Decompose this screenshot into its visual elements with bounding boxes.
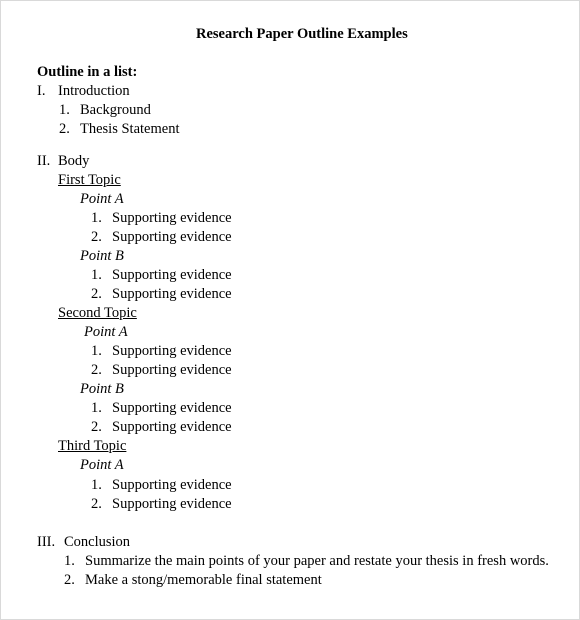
section-numeral-body: II.: [37, 153, 51, 169]
point-heading: Point A: [80, 191, 124, 207]
list-item-number: 1.: [59, 102, 70, 118]
topic-heading: Second Topic: [58, 305, 137, 321]
topic-heading: Third Topic: [58, 438, 127, 454]
list-item: Supporting evidence: [112, 267, 232, 283]
list-item: Supporting evidence: [112, 477, 232, 493]
list-item-number: 1.: [91, 477, 102, 493]
section-numeral-conclusion: III.: [37, 534, 56, 550]
list-item-number: 1.: [91, 210, 102, 226]
list-item: Supporting evidence: [112, 362, 232, 378]
outline-heading: Outline in a list:: [37, 64, 138, 80]
list-item-number: 2.: [91, 286, 102, 302]
list-item-number: 2.: [91, 362, 102, 378]
section-label-intro: Introduction: [58, 83, 130, 99]
list-item-number: 2.: [91, 419, 102, 435]
page-title: Research Paper Outline Examples: [196, 26, 408, 42]
list-item: Supporting evidence: [112, 210, 232, 226]
point-heading: Point A: [80, 457, 124, 473]
list-item-number: 1.: [91, 343, 102, 359]
list-item-number: 1.: [64, 553, 75, 569]
list-item-number: 2.: [64, 572, 75, 588]
list-item: Thesis Statement: [80, 121, 180, 137]
list-item-number: 2.: [59, 121, 70, 137]
list-item: Background: [80, 102, 151, 118]
topic-heading: First Topic: [58, 172, 121, 188]
list-item: Supporting evidence: [112, 419, 232, 435]
list-item: Supporting evidence: [112, 343, 232, 359]
list-item-number: 1.: [91, 400, 102, 416]
list-item-number: 1.: [91, 267, 102, 283]
point-heading: Point A: [84, 324, 128, 340]
list-item: Supporting evidence: [112, 286, 232, 302]
section-label-body: Body: [58, 153, 90, 169]
list-item: Supporting evidence: [112, 229, 232, 245]
list-item: Supporting evidence: [112, 400, 232, 416]
section-label-conclusion: Conclusion: [64, 534, 131, 550]
list-item: Make a stong/memorable final statement: [85, 572, 322, 588]
section-numeral-intro: I.: [37, 83, 46, 99]
point-heading: Point B: [80, 381, 124, 397]
list-item: Supporting evidence: [112, 496, 232, 512]
list-item-number: 2.: [91, 229, 102, 245]
list-item: Summarize the main points of your paper and restate your thesis in fresh words.: [85, 553, 549, 569]
point-heading: Point B: [80, 248, 124, 264]
list-item-number: 2.: [91, 496, 102, 512]
